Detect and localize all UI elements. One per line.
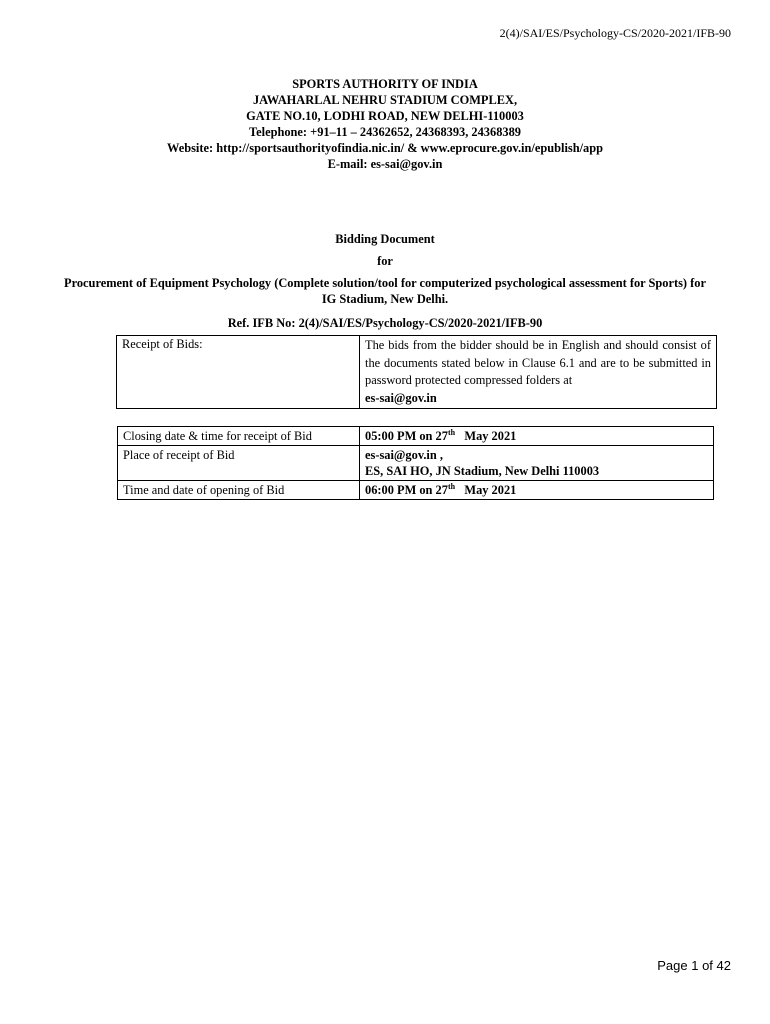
org-address: GATE NO.10, LODHI ROAD, NEW DELHI-110003 bbox=[246, 109, 524, 123]
document-reference-top: 2(4)/SAI/ES/Psychology-CS/2020-2021/IFB-90 bbox=[499, 26, 731, 40]
place-value bbox=[360, 446, 714, 481]
org-website: Website: http://sportsauthorityofindia.nic.in/ & www.eprocure.gov.in/epublish/app bbox=[166, 141, 604, 155]
document-subject: Procurement of Equipment Psychology (Complete solution/tool for computerized psychological assessment for Sports) for IG Stadium, New Delhi. bbox=[64, 276, 706, 306]
table-row bbox=[118, 427, 714, 446]
receipt-description bbox=[360, 336, 717, 409]
opening-label: Time and date of opening of Bid bbox=[118, 481, 360, 500]
closing-label: Closing date & time for receipt of Bid bbox=[118, 427, 360, 446]
document-title-block bbox=[0, 231, 770, 331]
document-title: Bidding Document bbox=[335, 232, 435, 246]
opening-time: 06:00 PM on 27 bbox=[365, 483, 448, 497]
org-name: SPORTS AUTHORITY OF INDIA bbox=[292, 77, 478, 91]
org-complex: JAWAHARLAL NEHRU STADIUM COMPLEX, bbox=[252, 93, 518, 107]
table-row bbox=[118, 481, 714, 500]
opening-value bbox=[360, 481, 714, 500]
table-row bbox=[118, 446, 714, 481]
receipt-label: Receipt of Bids: bbox=[117, 336, 360, 409]
table-row bbox=[117, 336, 717, 409]
receipt-of-bids-table bbox=[116, 335, 717, 409]
place-address: ES, SAI HO, JN Stadium, New Delhi 110003 bbox=[365, 464, 600, 478]
receipt-text: The bids from the bidder should be in English and should consist of the documents stated below in Clause 6.1 and are to be submitted in password protected compressed folders at bbox=[365, 338, 711, 387]
closing-time: 05:00 PM on 27 bbox=[365, 429, 448, 443]
closing-ordinal: th bbox=[447, 427, 456, 437]
page-number: Page 1 of 42 bbox=[657, 958, 731, 973]
opening-ordinal: th bbox=[447, 481, 456, 491]
receipt-email: es-sai@gov.in bbox=[365, 390, 437, 405]
closing-month: May 2021 bbox=[464, 429, 517, 443]
org-email: E-mail: es-sai@gov.in bbox=[327, 157, 443, 171]
organization-header bbox=[0, 76, 770, 172]
closing-value bbox=[360, 427, 714, 446]
bid-schedule-table bbox=[117, 426, 714, 500]
opening-month: May 2021 bbox=[464, 483, 517, 497]
document-title-for: for bbox=[377, 254, 393, 268]
place-label: Place of receipt of Bid bbox=[118, 446, 360, 481]
org-telephone: Telephone: +91–11 – 24362652, 24368393, 24368389 bbox=[249, 125, 521, 139]
document-ref-number: Ref. IFB No: 2(4)/SAI/ES/Psychology-CS/2020-2021/IFB-90 bbox=[227, 316, 543, 330]
place-email: es-sai@gov.in , bbox=[365, 448, 443, 462]
